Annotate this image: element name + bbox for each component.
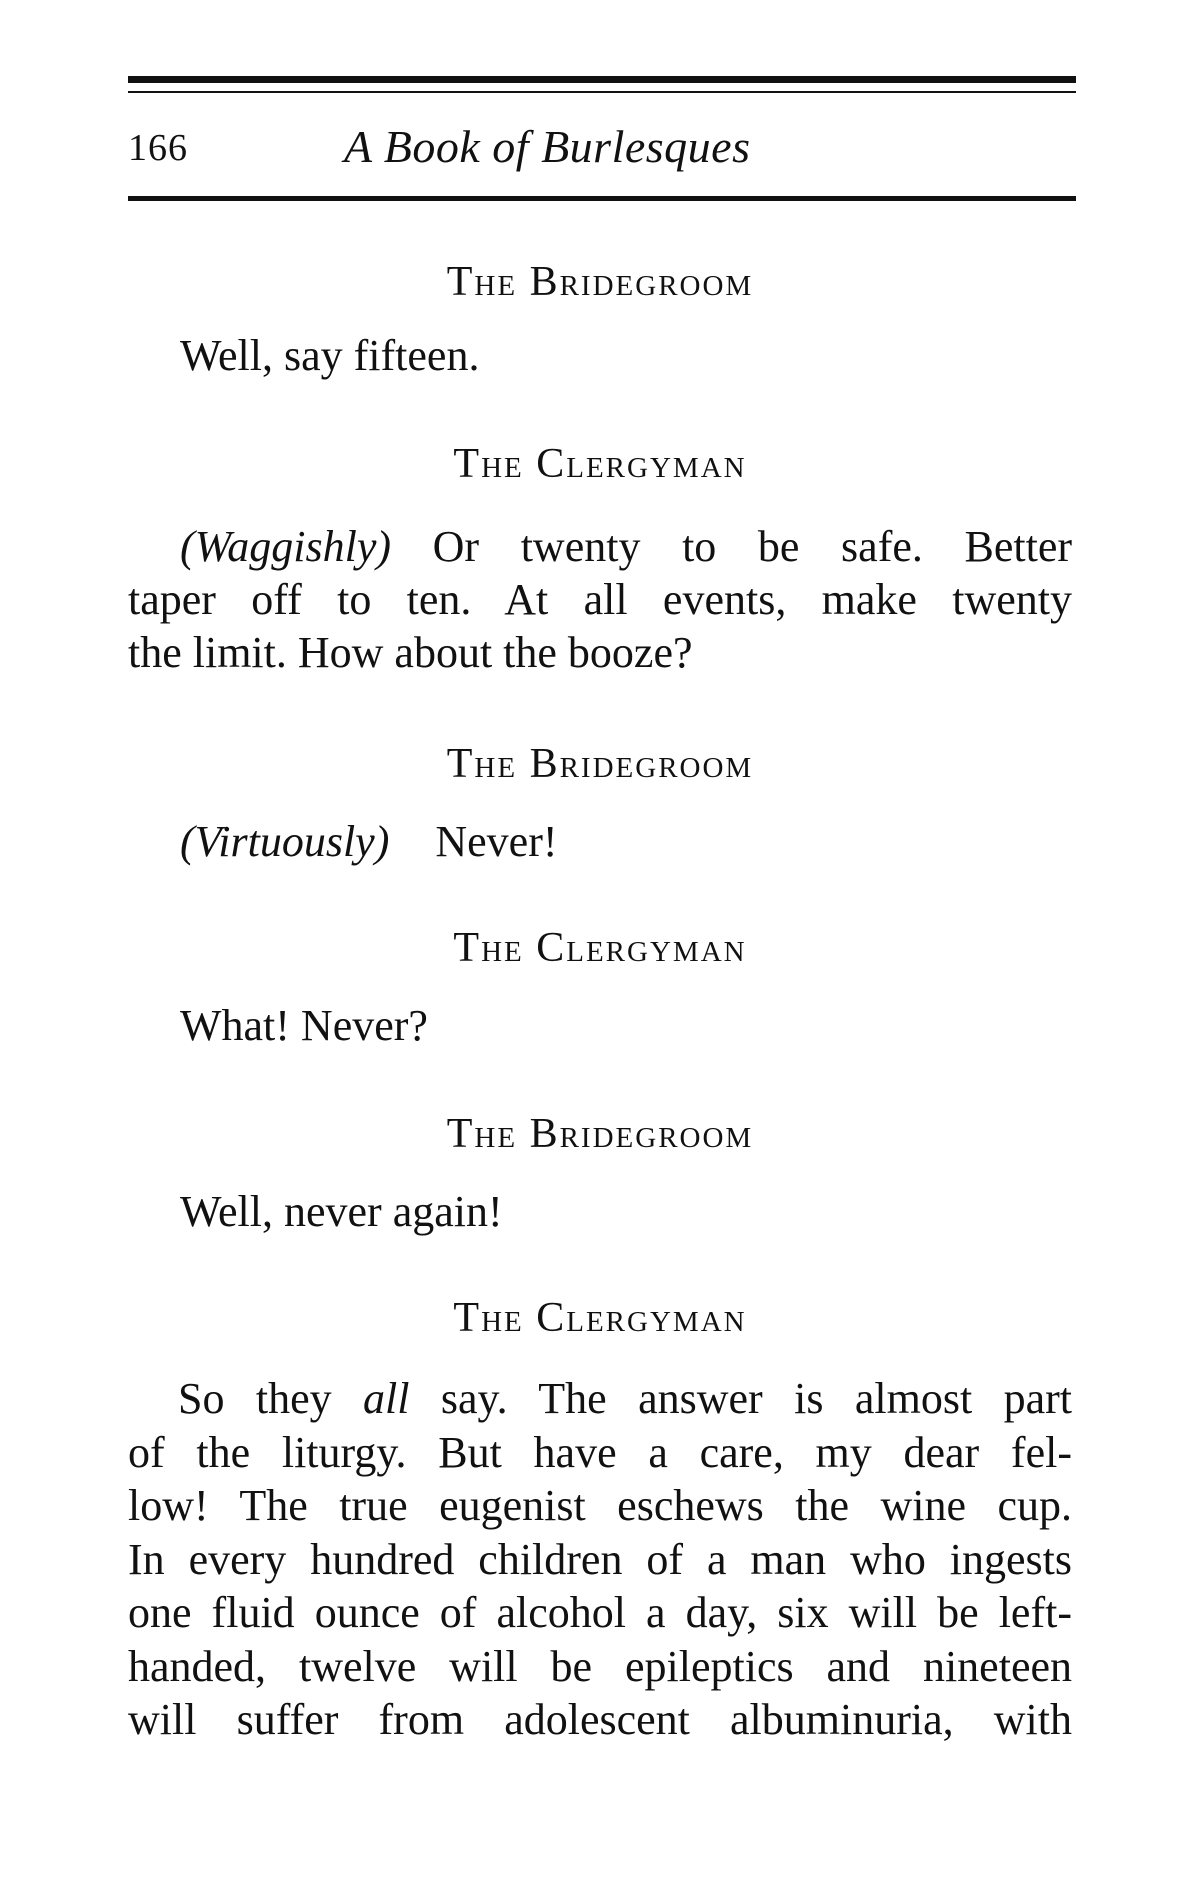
header-rule-thick — [128, 76, 1076, 83]
speaker-heading: The Clergyman — [453, 441, 747, 487]
book-title: A Book of Burlesques — [344, 121, 751, 172]
dialogue-text: Never! — [435, 817, 558, 866]
stage-direction: (Waggishly) — [180, 522, 392, 571]
dialogue-line: What! Never? — [180, 1001, 428, 1050]
speaker-heading: The Clergyman — [453, 1295, 747, 1341]
dialogue-line: handed, twelve will be epileptics and nineteen — [128, 1642, 1072, 1691]
dialogue-line — [180, 816, 558, 868]
emphasis-text: all — [363, 1374, 410, 1423]
dialogue-text: Or twenty to be safe. Better — [432, 522, 1073, 571]
dialogue-text: say. The answer is almost part — [440, 1374, 1072, 1423]
dialogue-text: So they — [178, 1374, 332, 1423]
dialogue-line: of the liturgy. But have a care, my dear fel- — [128, 1428, 1072, 1477]
dialogue-line: will suffer from adolescent albuminuria, with — [128, 1695, 1072, 1744]
header-rule-bottom — [128, 196, 1076, 201]
stage-direction: (Virtuously) — [180, 817, 390, 866]
dialogue-line: taper off to ten. At all events, make twenty — [128, 575, 1072, 624]
running-head — [128, 120, 1076, 180]
dialogue-line: In every hundred children of a man who ingests — [128, 1535, 1072, 1584]
speaker-heading: The Clergyman — [453, 925, 747, 971]
speaker-heading: The Bridegroom — [446, 1111, 754, 1157]
dialogue-line: one fluid ounce of alcohol a day, six will be left- — [128, 1588, 1072, 1637]
dialogue-line: Well, never again! — [180, 1187, 503, 1236]
header-rule-thin — [128, 91, 1076, 93]
dialogue-line: low! The true eugenist eschews the wine cup. — [128, 1481, 1072, 1530]
dialogue-line: Well, say fifteen. — [180, 331, 480, 380]
page-number: 166 — [128, 127, 188, 169]
dialogue-line: the limit. How about the booze? — [128, 628, 693, 677]
dialogue-line — [128, 1372, 1072, 1426]
dialogue-line — [128, 520, 1072, 574]
speaker-heading: The Bridegroom — [446, 259, 754, 305]
speaker-heading: The Bridegroom — [446, 741, 754, 787]
